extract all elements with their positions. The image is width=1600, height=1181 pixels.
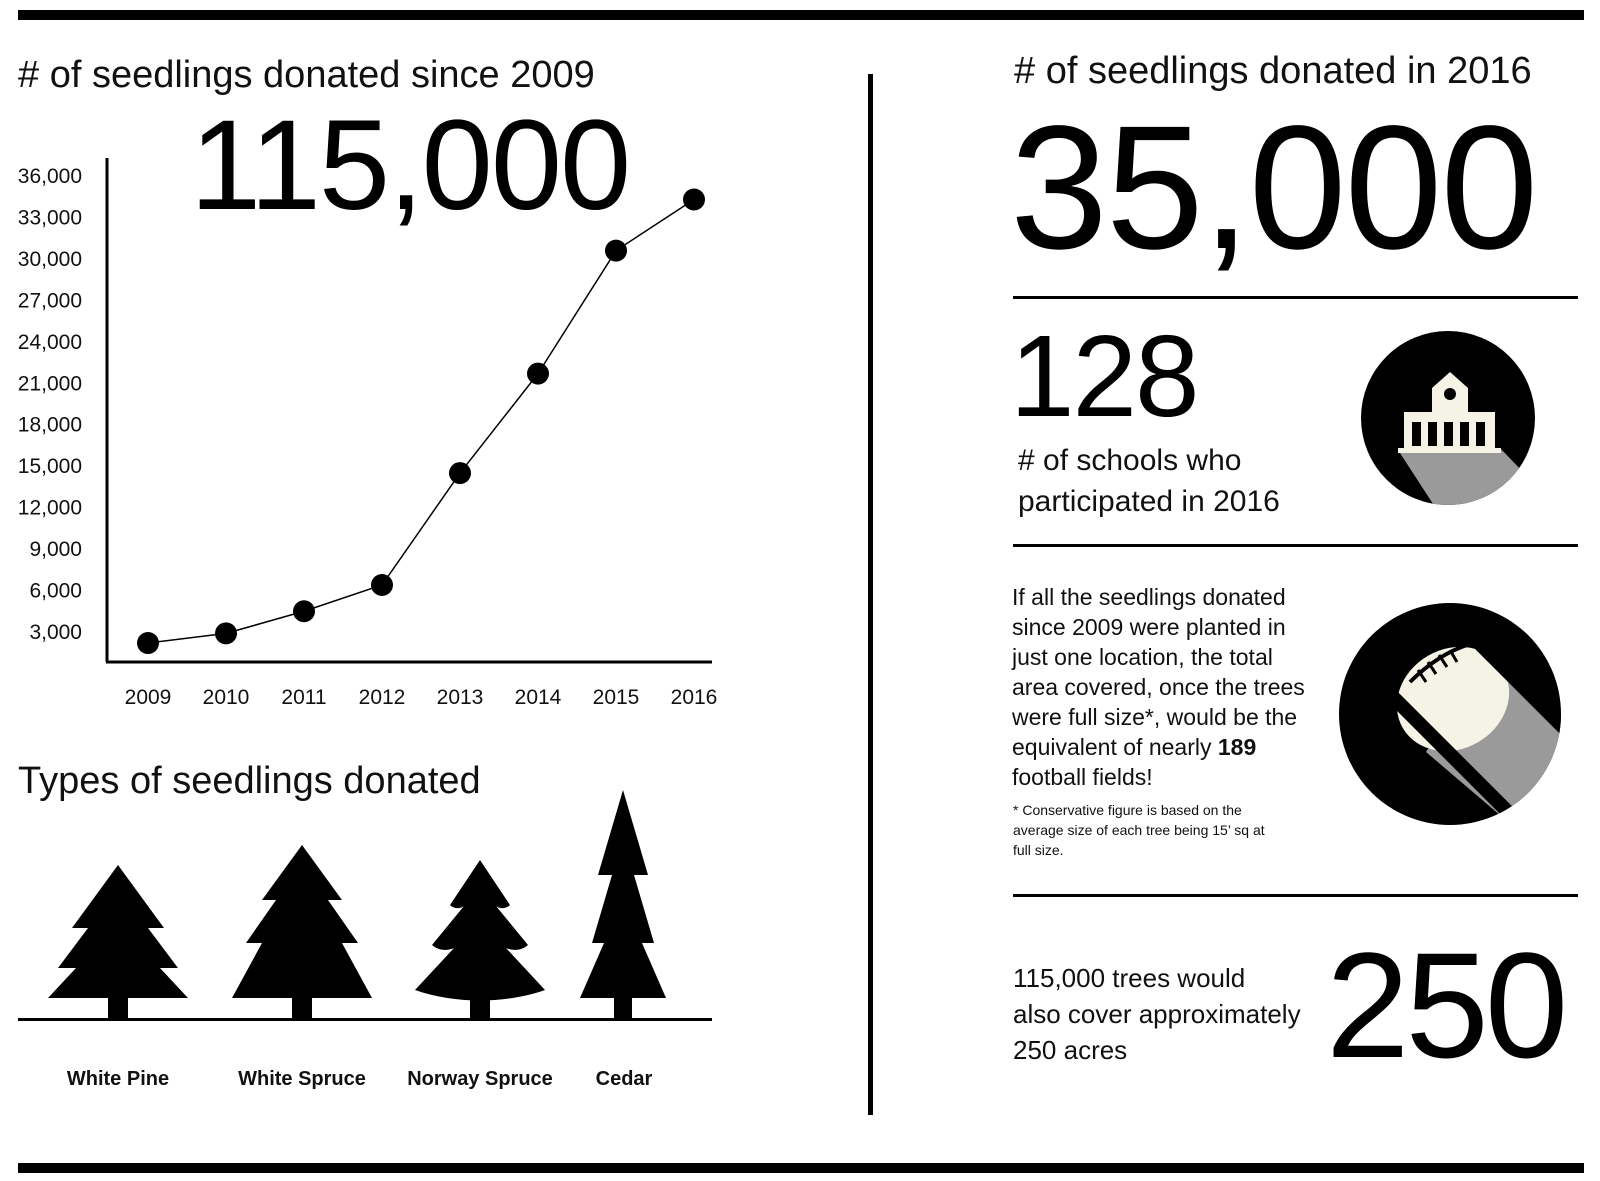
y-tick-label: 12,000 — [17, 496, 82, 520]
y-tick-label: 3,000 — [29, 621, 82, 644]
football-fields-number: 189 — [1217, 734, 1257, 760]
y-tick-label: 15,000 — [17, 455, 82, 479]
footnote — [1013, 800, 1313, 860]
y-tick-label: 33,000 — [17, 206, 82, 230]
football-text-line-equivalent — [1012, 732, 1352, 762]
x-tick-label: 2012 — [358, 686, 406, 709]
tree-label-white-pine: White Pine — [66, 1068, 170, 1090]
series-points — [137, 188, 705, 654]
ground-line — [18, 1018, 712, 1021]
bottom-rule — [18, 1163, 1584, 1173]
y-tick-labels — [18, 165, 82, 644]
column-divider — [868, 74, 873, 1115]
data-point-2015 — [605, 240, 627, 262]
football-text-line: just one location, the total — [1012, 644, 1273, 670]
football-text-line: were full size*, would be the — [1012, 704, 1298, 730]
seedlings-2016-title: # of seedlings donated in 2016 — [1014, 50, 1532, 92]
football-text-line: If all the seedlings donated — [1012, 584, 1286, 610]
acres-number: 250 — [1326, 921, 1565, 1089]
y-tick-label: 36,000 — [17, 165, 82, 188]
x-tick-label: 2015 — [592, 686, 640, 709]
norway-spruce-tree-icon — [415, 860, 545, 1020]
y-tick-label: 18,000 — [17, 413, 82, 437]
y-tick-label: 6,000 — [29, 579, 82, 603]
x-tick-label: 2009 — [124, 686, 172, 709]
football-text-line: area covered, once the trees — [1012, 674, 1305, 700]
data-point-2013 — [449, 462, 471, 484]
seedlings-since-2009-total: 115,000 — [190, 94, 630, 237]
data-point-2014 — [527, 363, 549, 385]
top-rule — [18, 10, 1584, 20]
football-text-line: since 2009 were planted in — [1012, 614, 1286, 640]
divider-3 — [1013, 894, 1578, 897]
y-tick-label: 24,000 — [17, 330, 82, 354]
x-tick-label: 2014 — [514, 686, 562, 709]
tree-label-norway-spruce: Norway Spruce — [407, 1068, 553, 1090]
white-pine-tree-icon — [48, 865, 188, 1020]
x-tick-labels — [125, 686, 718, 709]
seedlings-2016-total: 35,000 — [1010, 90, 1537, 286]
footnote-line: * Conservative figure is based on the — [1013, 802, 1242, 818]
data-point-2010 — [215, 622, 237, 644]
trees-illustration — [0, 780, 740, 1050]
seedlings-line-chart — [0, 150, 740, 710]
chart-axes — [106, 158, 712, 662]
x-tick-label: 2016 — [670, 686, 718, 709]
football-icon — [1338, 602, 1564, 828]
data-point-2016 — [683, 188, 705, 210]
divider-2 — [1013, 544, 1578, 547]
x-tick-label: 2013 — [436, 686, 484, 709]
data-point-2009 — [137, 632, 159, 654]
football-text-line: football fields! — [1012, 764, 1153, 790]
y-tick-label: 30,000 — [17, 247, 82, 271]
schools-count: 128 — [1010, 311, 1198, 441]
acres-paragraph — [1013, 960, 1343, 1068]
seedlings-since-2009-title: # of seedlings donated since 2009 — [18, 54, 595, 96]
tree-label-white-spruce: White Spruce — [238, 1068, 366, 1090]
types-of-seedlings-title: Types of seedlings donated — [18, 760, 481, 802]
white-spruce-tree-icon — [232, 845, 372, 1020]
schools-label-line-2: participated in 2016 — [1018, 485, 1280, 518]
acres-text-line: also cover approximately — [1013, 999, 1301, 1029]
cedar-tree-icon — [580, 790, 666, 1020]
data-point-2012 — [371, 574, 393, 596]
footnote-line: full size. — [1013, 842, 1064, 858]
x-tick-label: 2011 — [281, 686, 327, 709]
series-line-path — [148, 199, 694, 643]
acres-text-line: 250 acres — [1013, 1035, 1128, 1065]
school-icon — [1360, 330, 1540, 510]
series-line — [148, 199, 694, 643]
football-paragraph — [1012, 582, 1352, 792]
acres-text-line: 115,000 trees would — [1013, 963, 1246, 993]
divider-1 — [1013, 296, 1578, 299]
schools-label-line-1: # of schools who — [1018, 444, 1242, 477]
y-tick-label: 21,000 — [17, 372, 82, 396]
tree-label-cedar: Cedar — [595, 1068, 653, 1090]
footnote-line: average size of each tree being 15’ sq at — [1013, 822, 1265, 838]
football-text-pre: equivalent of nearly — [1012, 734, 1218, 760]
data-point-2011 — [293, 600, 315, 622]
y-tick-label: 9,000 — [29, 538, 82, 562]
y-tick-label: 27,000 — [17, 289, 82, 313]
x-tick-label: 2010 — [202, 686, 250, 709]
